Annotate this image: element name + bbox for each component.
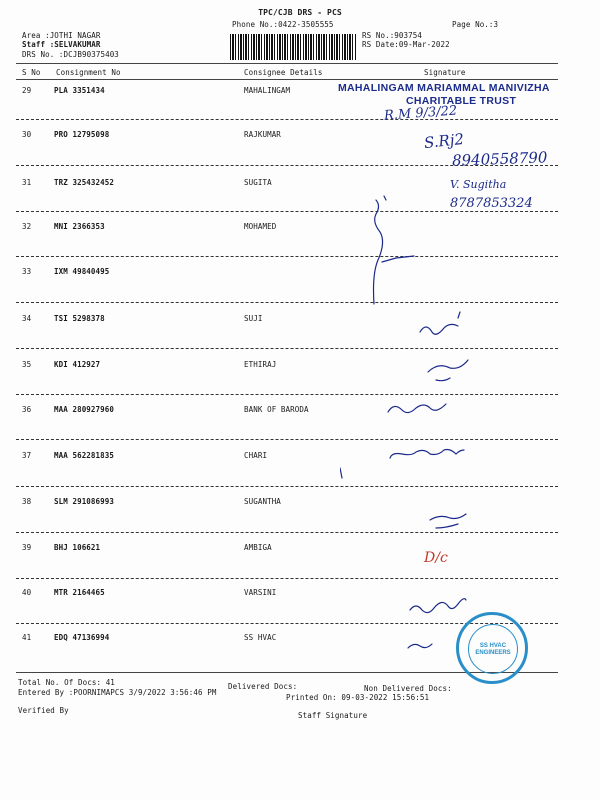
signature-31-dash [384, 196, 386, 200]
phone-30: 8940558790 [451, 148, 548, 170]
handwritten-signatures [340, 190, 560, 660]
row-consignment: PLA 3351434 [54, 86, 105, 95]
row-sno: 36 [22, 405, 32, 414]
signature-37 [340, 450, 464, 479]
row-consignee: CHARI [244, 451, 268, 460]
signature-30: S.Rj2 [423, 129, 465, 153]
row-consignment: KDI 412927 [54, 360, 101, 369]
row-consignment: IXM 49840495 [54, 267, 110, 276]
drs-number: DRS No. :DCJB90375403 [22, 50, 119, 59]
document-title: TPC/CJB DRS - PCS [258, 8, 342, 17]
staff-label: Staff :SELVAKUMAR [22, 40, 101, 49]
row-sno: 29 [22, 86, 32, 95]
row-consignment: EDQ 47136994 [54, 633, 110, 642]
row-sno: 31 [22, 178, 32, 187]
row-sno: 34 [22, 314, 32, 323]
rs-date: RS Date:09-Mar-2022 [362, 40, 450, 49]
col-sno: S No [22, 68, 41, 77]
signature-35 [428, 360, 468, 381]
row-sno: 33 [22, 267, 32, 276]
delivered-docs: Delivered Docs: [228, 682, 298, 691]
signature-36 [388, 404, 446, 413]
row-consignee: AMBIGA [244, 543, 272, 552]
row-sno: 40 [22, 588, 32, 597]
signature-32-33-stroke [374, 200, 383, 304]
non-delivered-docs: Non Delivered Docs: [364, 684, 452, 693]
signature-39: D/c [424, 550, 448, 566]
printed-on: Printed On: 09-03-2022 15:56:51 [286, 693, 430, 702]
col-signature: Signature [424, 68, 466, 77]
row-consignee: MOHAMED [244, 222, 277, 231]
row-consignment: TSI 5298378 [54, 314, 105, 323]
signature-41 [408, 644, 432, 648]
row-consignment: MNI 2366353 [54, 222, 105, 231]
row-consignee: VARSINI [244, 588, 277, 597]
row-consignee: RAJKUMAR [244, 130, 281, 139]
phone-number: Phone No.:0422-3505555 [232, 20, 334, 29]
signature-31: V. Sugitha [450, 178, 507, 191]
row-consignee: SUJI [244, 314, 263, 323]
row-sno: 38 [22, 497, 32, 506]
row-consignee: MAHALINGAM [244, 86, 291, 95]
verified-by: Verified By [18, 706, 69, 715]
trust-stamp-line1: MAHALINGAM MARIAMMAL MANIVIZHA [338, 82, 550, 94]
barcode [230, 34, 356, 60]
row-sno: 30 [22, 130, 32, 139]
row-consignee: BANK OF BARODA [244, 405, 309, 414]
seal-text: SS HVAC ENGINEERS [475, 643, 511, 656]
signature-38 [430, 514, 466, 528]
row-sno: 41 [22, 633, 32, 642]
signature-29: R.M 9/3/22 [383, 103, 458, 124]
row-consignment: BHJ 106621 [54, 543, 101, 552]
page-number: Page No.:3 [452, 20, 499, 29]
row-sno: 37 [22, 451, 32, 460]
row-consignment: SLM 291086993 [54, 497, 114, 506]
row-consignment: MTR 2164465 [54, 588, 105, 597]
row-consignment: MAA 280927960 [54, 405, 114, 414]
row-sno: 39 [22, 543, 32, 552]
row-consignee: SUGITA [244, 178, 272, 187]
row-consignment: TRZ 325432452 [54, 178, 114, 187]
row-divider [16, 119, 558, 120]
phone-31: 8787853324 [450, 196, 533, 211]
row-consignee: ETHIRAJ [244, 360, 277, 369]
row-sno: 35 [22, 360, 32, 369]
signature-40 [410, 599, 466, 613]
row-consignee: SUGANTHA [244, 497, 281, 506]
company-seal [456, 612, 528, 684]
rs-number: RS No.:903754 [362, 31, 422, 40]
row-consignment: MAA 562281835 [54, 451, 114, 460]
signature-34 [420, 312, 460, 334]
col-consignment: Consignment No [56, 68, 121, 77]
row-consignment: PRO 12795098 [54, 130, 110, 139]
entered-by: Entered By :POORNIMAPCS 3/9/2022 3:56:46 PM [18, 688, 217, 697]
column-rule [16, 79, 558, 80]
signature-32-tail [382, 256, 414, 262]
area-label: Area :JOTHI NAGAR [22, 31, 101, 40]
col-consignee: Consignee Details [244, 68, 323, 77]
total-docs: Total No. Of Docs: 41 [18, 678, 115, 687]
header-rule [16, 63, 558, 64]
row-consignee: SS HVAC [244, 633, 277, 642]
staff-signature: Staff Signature [298, 711, 368, 720]
trust-stamp-line2: CHARITABLE TRUST [406, 95, 517, 107]
row-sno: 32 [22, 222, 32, 231]
